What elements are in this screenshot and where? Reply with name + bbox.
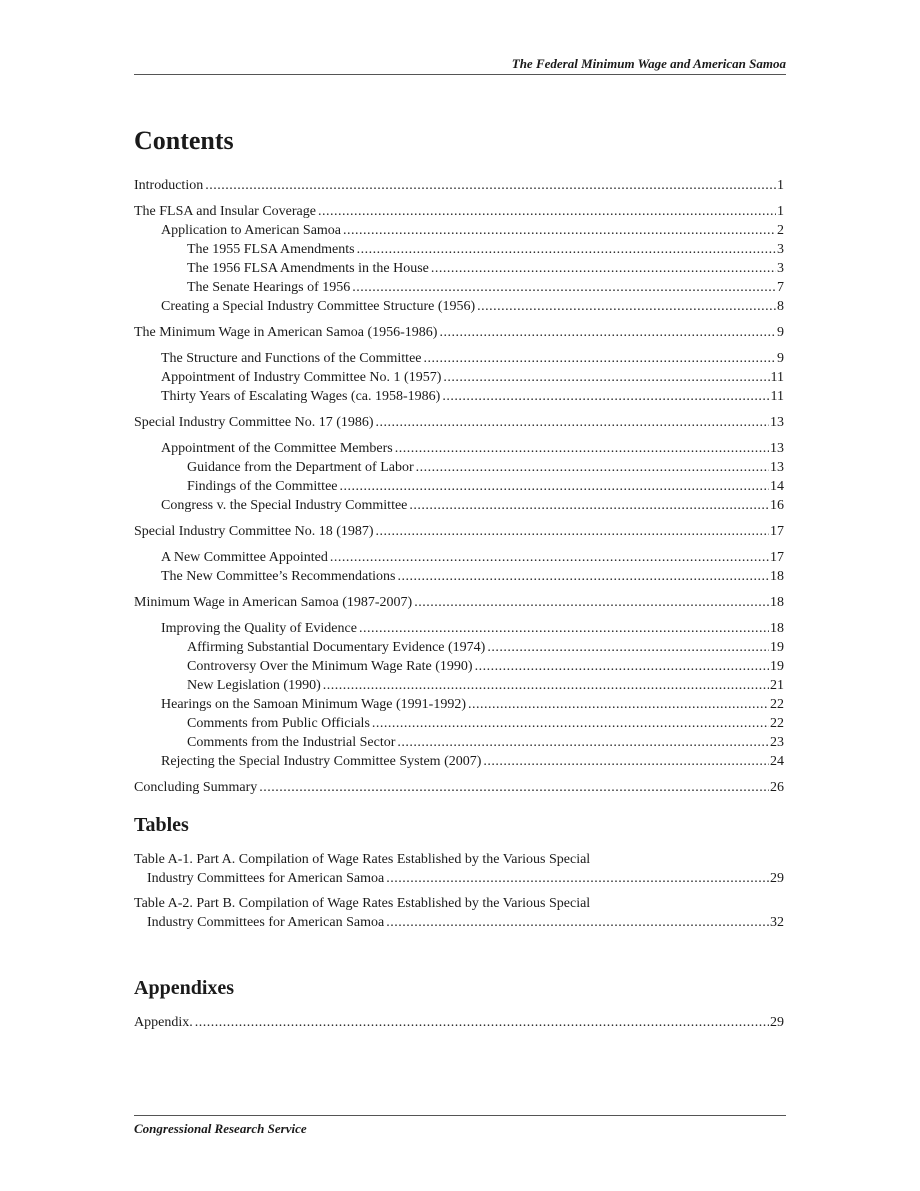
page-number: 29 — [770, 871, 784, 886]
dot-leader — [376, 522, 769, 541]
toc-entry[interactable]: The 1956 FLSA Amendments in the House ..... 3 — [134, 259, 784, 278]
page-number: 8 — [777, 299, 784, 314]
appendixes-heading: Appendixes — [134, 977, 235, 999]
page-number: 2 — [777, 223, 784, 238]
page-number: 1 — [777, 204, 784, 219]
dot-leader — [352, 278, 776, 297]
toc-entry[interactable]: The 1955 FLSA Amendments ..... 3 — [134, 240, 784, 259]
page-number: 13 — [770, 460, 784, 475]
running-header-title: The Federal Minimum Wage and American Samoa — [511, 56, 786, 71]
toc-entry[interactable]: The Minimum Wage in American Samoa (1956-1986) ..... 9 — [134, 323, 784, 342]
page-number: 3 — [777, 261, 784, 276]
page-number: 11 — [770, 370, 784, 385]
toc-entry[interactable]: The New Committee’s Recommendations ..... 18 — [134, 567, 784, 586]
page-number: 1 — [777, 178, 784, 193]
page-number: 7 — [777, 280, 784, 295]
page-number: 9 — [777, 325, 784, 340]
toc-entry[interactable]: The Structure and Functions of the Committee ..... 9 — [134, 349, 784, 368]
toc-entry[interactable]: Rejecting the Special Industry Committee System (2007) ..... 24 — [134, 752, 784, 771]
page-number: 21 — [770, 678, 784, 693]
dot-leader — [386, 913, 769, 932]
tables-heading: Tables — [134, 814, 189, 836]
dot-leader — [340, 477, 770, 496]
appendixes-list — [134, 1013, 784, 1032]
toc-entry[interactable]: Thirty Years of Escalating Wages (ca. 1958-1986) ..... 11 — [134, 387, 784, 406]
page-number: 18 — [770, 621, 784, 636]
tables-list — [134, 850, 784, 932]
dot-leader — [424, 349, 776, 368]
toc-entry[interactable]: Concluding Summary ..... 26 — [134, 778, 784, 797]
toc-entry[interactable]: The Senate Hearings of 1956 ..... 7 — [134, 278, 784, 297]
page-number: 17 — [770, 550, 784, 565]
page-number: 17 — [770, 524, 784, 539]
contents-list — [134, 176, 784, 797]
page-number: 22 — [770, 697, 784, 712]
dot-leader — [416, 458, 769, 477]
toc-entry[interactable]: Appointment of the Committee Members ..... 13 — [134, 439, 784, 458]
dot-leader — [343, 221, 776, 240]
dot-leader — [323, 676, 769, 695]
dot-leader — [397, 733, 769, 752]
page-number: 11 — [770, 389, 784, 404]
table-entry[interactable]: Table A-2. Part B. Compilation of Wage Rates Established by the Various Special Industry Committees for American Samoa ..... 32 — [134, 894, 784, 932]
dot-leader — [195, 1013, 769, 1032]
toc-entry[interactable]: Findings of the Committee ..... 14 — [134, 477, 784, 496]
page-number: 9 — [777, 351, 784, 366]
page-number: 26 — [770, 780, 784, 795]
dot-leader — [330, 548, 769, 567]
footer-text: Congressional Research Service — [134, 1121, 307, 1136]
page-number: 23 — [770, 735, 784, 750]
page-number: 24 — [770, 754, 784, 769]
table-entry[interactable]: Table A-1. Part A. Compilation of Wage Rates Established by the Various Special Industry Committees for American Samoa ..... 29 — [134, 850, 784, 888]
page-number: 16 — [770, 498, 784, 513]
toc-entry[interactable]: Congress v. the Special Industry Committee ..... 16 — [134, 496, 784, 515]
dot-leader — [205, 176, 776, 195]
dot-leader — [376, 413, 769, 432]
dot-leader — [477, 297, 776, 316]
dot-leader — [318, 202, 776, 221]
toc-entry[interactable]: Appointment of Industry Committee No. 1 (1957) ..... 11 — [134, 368, 784, 387]
page-number: 3 — [777, 242, 784, 257]
toc-entry[interactable]: Application to American Samoa ..... 2 — [134, 221, 784, 240]
dot-leader — [468, 695, 769, 714]
toc-entry[interactable]: Special Industry Committee No. 17 (1986) ..... 13 — [134, 413, 784, 432]
toc-entry[interactable]: Guidance from the Department of Labor ..... 13 — [134, 458, 784, 477]
dot-leader — [357, 240, 776, 259]
contents-heading: Contents — [134, 126, 234, 155]
toc-entry[interactable]: Creating a Special Industry Committee Structure (1956) ..... 8 — [134, 297, 784, 316]
toc-entry[interactable]: A New Committee Appointed ..... 17 — [134, 548, 784, 567]
page-number: 19 — [770, 659, 784, 674]
toc-entry[interactable]: Minimum Wage in American Samoa (1987-2007) ..... 18 — [134, 593, 784, 612]
dot-leader — [397, 567, 769, 586]
toc-entry[interactable]: The FLSA and Insular Coverage ..... 1 — [134, 202, 784, 221]
dot-leader — [395, 439, 769, 458]
dot-leader — [487, 638, 769, 657]
dot-leader — [372, 714, 769, 733]
toc-entry[interactable]: Hearings on the Samoan Minimum Wage (1991-1992) ..... 22 — [134, 695, 784, 714]
toc-entry[interactable]: New Legislation (1990) ..... 21 — [134, 676, 784, 695]
dot-leader — [359, 619, 769, 638]
toc-entry[interactable]: Affirming Substantial Documentary Evidence (1974) ..... 19 — [134, 638, 784, 657]
page-number: 13 — [770, 441, 784, 456]
running-footer — [134, 1115, 786, 1137]
page-number: 14 — [770, 479, 784, 494]
dot-leader — [439, 323, 776, 342]
page-number: 32 — [770, 915, 784, 930]
toc-entry[interactable]: Introduction ..... 1 — [134, 176, 784, 195]
dot-leader — [443, 368, 769, 387]
page-number: 19 — [770, 640, 784, 655]
toc-entry[interactable]: Controversy Over the Minimum Wage Rate (1990) ..... 19 — [134, 657, 784, 676]
running-header — [134, 56, 786, 75]
dot-leader — [431, 259, 776, 278]
dot-leader — [483, 752, 769, 771]
dot-leader — [414, 593, 769, 612]
toc-entry[interactable]: Comments from Public Officials ..... 22 — [134, 714, 784, 733]
toc-entry[interactable]: Comments from the Industrial Sector ..... 23 — [134, 733, 784, 752]
page-number: 18 — [770, 595, 784, 610]
dot-leader — [386, 869, 769, 888]
page-number: 18 — [770, 569, 784, 584]
toc-entry[interactable]: Appendix. ..... 29 — [134, 1013, 784, 1032]
page-number: 29 — [770, 1015, 784, 1030]
dot-leader — [259, 778, 769, 797]
dot-leader — [409, 496, 769, 515]
toc-entry[interactable]: Special Industry Committee No. 18 (1987) ..... 17 — [134, 522, 784, 541]
page-number: 13 — [770, 415, 784, 430]
toc-entry[interactable]: Improving the Quality of Evidence ..... 18 — [134, 619, 784, 638]
page-number: 22 — [770, 716, 784, 731]
dot-leader — [442, 387, 769, 406]
dot-leader — [475, 657, 769, 676]
